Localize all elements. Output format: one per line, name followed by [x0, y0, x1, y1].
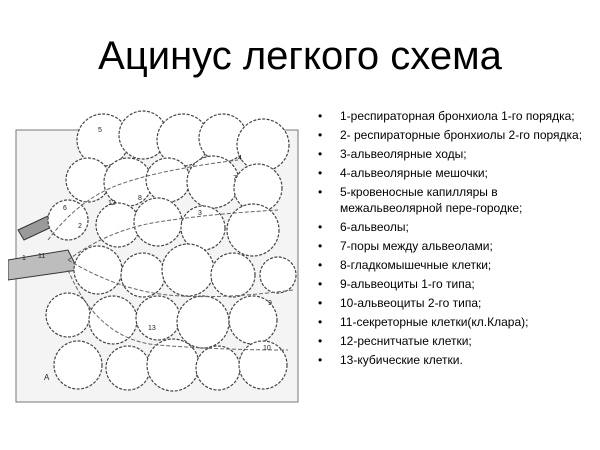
alveolus [66, 158, 110, 202]
legend-item-text: 7-поры между альвеолами; [340, 239, 493, 253]
alveolus [181, 206, 225, 250]
bullet-icon: • [318, 166, 323, 180]
alveolus [54, 341, 102, 389]
slide-title: Ацинус легкого схема [98, 34, 502, 78]
alveolus [104, 158, 152, 206]
callout-number: 5 [98, 127, 102, 134]
legend-item [312, 108, 596, 124]
legend-item-text: 3-альвеолярные ходы; [340, 147, 467, 161]
bullet-icon: • [318, 109, 323, 123]
bullet-icon: • [318, 353, 323, 367]
legend-list [312, 108, 596, 371]
alveolus [237, 119, 289, 171]
legend-item [312, 295, 596, 311]
legend-item [312, 333, 596, 349]
legend-item [312, 276, 596, 292]
alveolus [177, 296, 229, 348]
legend-item [312, 184, 596, 216]
legend-item-text: 1-респираторная бронхиола 1-го порядка; [340, 109, 575, 123]
acinus-drawing [8, 110, 304, 410]
callout-number: 8 [138, 195, 142, 202]
legend-item-text: 6-альвеолы; [340, 220, 409, 234]
alveolus [146, 158, 190, 202]
legend-item-text: 4-альвеолярные мешочки; [340, 166, 488, 180]
callout-number: 12 [108, 200, 116, 207]
bullet-icon: • [318, 296, 323, 310]
bullet-icon: • [318, 334, 323, 348]
callout-number: 7 [233, 175, 237, 182]
legend-item [312, 352, 596, 368]
callout-number: 4 [238, 155, 242, 162]
alveolus [106, 346, 150, 390]
legend-item [312, 314, 596, 330]
alveolus [96, 203, 140, 247]
legend-item [312, 165, 596, 181]
legend-item [312, 257, 596, 273]
bullet-icon: • [318, 128, 323, 142]
legend-item-text: 11-секреторные клетки(кл.Клара); [340, 315, 529, 329]
alveolus [74, 246, 122, 294]
legend-item-text: 13-кубические клетки. [340, 353, 463, 367]
acinus-diagram [8, 110, 304, 410]
figure-letter: А [44, 373, 50, 382]
alveolus [121, 253, 165, 297]
callout-number: 13 [148, 325, 156, 332]
callout-number: 9 [268, 300, 272, 307]
callout-number: 10 [263, 345, 271, 352]
alveolus [162, 244, 214, 296]
bullet-icon: • [318, 147, 323, 161]
legend-item [312, 146, 596, 162]
bullet-icon: • [318, 258, 323, 272]
legend-item [312, 219, 596, 235]
legend-item-text: 12-реснитчатые клетки; [340, 334, 472, 348]
legend-item-text: 9-альвеоциты 1-го типа; [340, 277, 475, 291]
callout-number: 2 [78, 223, 82, 230]
legend-item [312, 238, 596, 254]
alveolus [211, 253, 255, 297]
callout-number: 6 [63, 205, 67, 212]
legend-item-text: 2- респираторные бронхиолы 2-го порядка; [340, 128, 583, 142]
callout-number: 3 [198, 210, 202, 217]
callout-number: 1 [22, 255, 26, 262]
alveolus [196, 346, 240, 390]
callout-number: 11 [38, 253, 46, 260]
legend-item-text: 8-гладкомышечные клетки; [340, 258, 492, 272]
bullet-icon: • [318, 185, 323, 199]
alveoli-group [46, 111, 296, 391]
alveolus [48, 200, 88, 240]
legend-item [312, 127, 596, 143]
alveolus [260, 257, 296, 293]
bullet-icon: • [318, 315, 323, 329]
alveolus [136, 296, 180, 340]
bullet-icon: • [318, 220, 323, 234]
alveolus [147, 339, 199, 391]
bullet-icon: • [318, 277, 323, 291]
bullet-icon: • [318, 239, 323, 253]
legend-item-text: 10-альвеоциты 2-го типа; [340, 296, 482, 310]
legend-item-text: 5-кровеносные капилляры в межальвеолярной пере-городке; [340, 185, 523, 215]
alveolus [89, 296, 137, 344]
